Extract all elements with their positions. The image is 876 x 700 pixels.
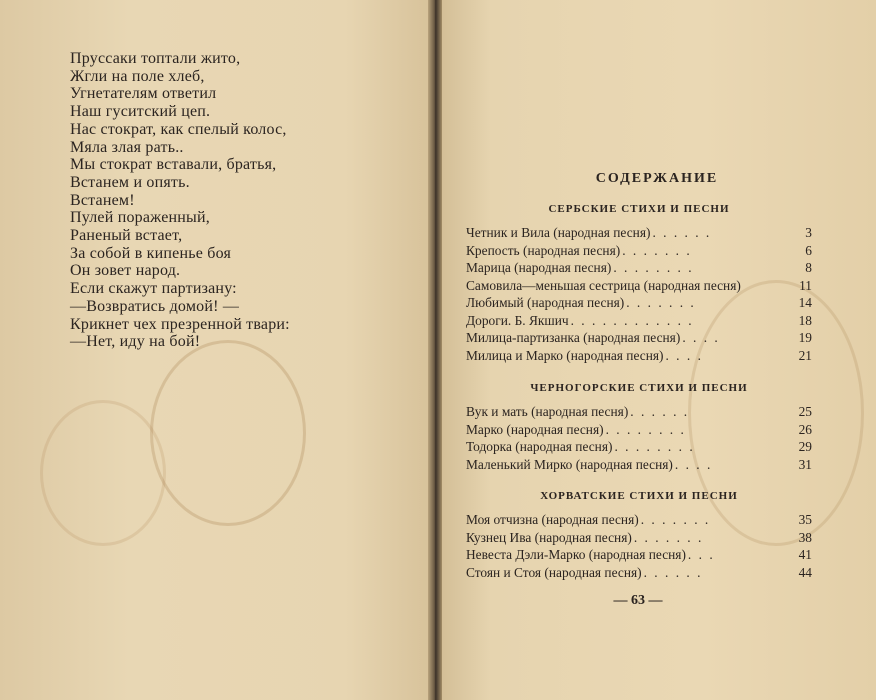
toc-entry-page: 26	[798, 421, 812, 437]
leader-dots: . . . .	[682, 330, 720, 345]
poem-line: Раненый встает,	[70, 227, 183, 245]
poem-line: Мяла злая рать..	[70, 138, 184, 156]
poem-line: Пруссаки топтали жито,	[70, 50, 241, 67]
toc-entry-page: 8	[805, 260, 812, 275]
toc-entry	[466, 511, 812, 529]
toc-entry	[466, 242, 812, 260]
leader-dots: . . . . . .	[643, 564, 703, 580]
toc-entry-title: Любимый (народная песня)	[466, 295, 625, 310]
toc-entry-title: Четник и Вила (народная песня)	[466, 225, 651, 240]
toc-entry-page: 21	[798, 347, 812, 363]
poem-line: Наш гуситский цеп.	[70, 103, 211, 121]
section-heading: ЧЕРНОГОРСКИЕ СТИХИ И ПЕСНИ	[530, 382, 748, 394]
leader-dots: . . . . . . . .	[605, 421, 686, 437]
toc-entry	[466, 403, 812, 421]
toc-entry	[466, 438, 812, 456]
toc-section-croatian	[466, 490, 812, 581]
toc-entry-page: 11	[799, 277, 812, 293]
toc-entry-page: 19	[798, 330, 812, 345]
leader-dots: . . . . . . .	[622, 242, 692, 258]
poem-text	[70, 50, 290, 351]
toc-entry-title: Кузнец Ива (народная песня)	[466, 529, 632, 545]
toc-entry	[466, 277, 812, 295]
toc-entry-title: Стоян и Стоя (народная песня)	[466, 564, 642, 580]
leader-dots: . . . . . .	[630, 404, 690, 419]
toc-entry-title: Невеста Дэли-Марко (народная песня)	[466, 547, 686, 562]
leader-dots: . . . . . . . . . . . .	[570, 312, 694, 328]
toc-entry-page: 14	[798, 295, 812, 310]
leader-dots: . . . .	[674, 456, 713, 472]
leader-dots: . . . . . . .	[626, 295, 696, 310]
toc-entry-title: Моя отчизна (народная песня)	[466, 512, 639, 527]
toc-entry	[466, 224, 812, 242]
toc-entry	[466, 529, 812, 547]
water-stain	[40, 400, 166, 546]
poem-line: За собой в кипенье боя	[70, 244, 232, 262]
section-heading: ХОРВАТСКИЕ СТИХИ И ПЕСНИ	[540, 490, 738, 502]
toc-entry-page: 6	[805, 242, 812, 258]
toc-entry-title: Самовила—меньшая сестрица (народная песня)	[466, 277, 741, 293]
toc-entry-title: Милица и Марко (народная песня)	[466, 347, 664, 363]
toc-entry-title: Милица-партизанка (народная песня)	[466, 330, 681, 345]
toc-entry	[466, 294, 812, 312]
leader-dots: . . . .	[665, 347, 703, 363]
poem-line: Если скажут партизану:	[70, 280, 237, 298]
poem-line: Мы стократ вставали, братья,	[70, 156, 277, 174]
toc-entry-title: Вук и мать (народная песня)	[466, 404, 629, 419]
toc-section-montenegrin	[466, 382, 812, 473]
toc-entry-page: 29	[798, 439, 812, 454]
toc-entry	[466, 347, 812, 365]
toc-entry-page: 25	[798, 404, 812, 419]
toc-entry-title: Крепость (народная песня)	[466, 242, 621, 258]
toc-entry	[466, 456, 812, 474]
poem-line: —Нет, иду на бой!	[70, 333, 201, 351]
poem-line: Он зовет народ.	[70, 262, 181, 280]
leader-dots: . . .	[687, 547, 715, 562]
toc-entry-page: 44	[798, 564, 812, 580]
toc-entry-title: Тодорка (народная песня)	[466, 439, 613, 454]
poem-line: Нас стократ, как спелый колос,	[70, 120, 287, 138]
poem-line: —Возвратись домой! —	[70, 297, 240, 315]
toc-entry	[466, 546, 812, 564]
leader-dots: . . . . . . .	[633, 529, 704, 545]
toc-entry-page: 31	[798, 456, 812, 472]
leader-dots: . . . . . . . .	[614, 439, 695, 454]
toc-entry-page: 41	[798, 547, 812, 562]
poem-line: Жгли на поле хлеб,	[70, 67, 205, 85]
poem-line: Угнетателям ответил	[70, 85, 217, 103]
toc-entry	[466, 312, 812, 330]
leader-dots: . . . . . . . .	[613, 260, 694, 275]
toc-entry-page: 38	[798, 529, 812, 545]
toc-entry	[466, 259, 812, 277]
leader-dots: . . . . . . .	[640, 512, 711, 527]
toc-entry-title: Марко (народная песня)	[466, 421, 604, 437]
toc-section-serbian	[466, 203, 812, 364]
toc-entry	[466, 564, 812, 582]
toc-entry-page: 3	[805, 225, 812, 240]
section-heading: СЕРБСКИЕ СТИХИ И ПЕСНИ	[548, 203, 730, 215]
page-number: — 63 —	[613, 593, 663, 608]
toc-entry-title: Марица (народная песня)	[466, 260, 612, 275]
leader-dots: . . . . . .	[652, 225, 712, 240]
toc-entry-title: Маленький Мирко (народная песня)	[466, 456, 673, 472]
toc-entry-page: 18	[798, 312, 812, 328]
poem-line: Крикнет чех презренной твари:	[70, 315, 290, 333]
contents-title: СОДЕРЖАНИЕ	[595, 171, 719, 186]
toc-entry	[466, 421, 812, 439]
toc-entry	[466, 329, 812, 347]
poem-line: Пулей пораженный,	[70, 209, 210, 227]
toc-entry-page: 35	[798, 512, 812, 527]
poem-line: Встанем!	[70, 191, 135, 209]
water-stain	[150, 340, 306, 526]
toc-entry-title: Дороги. Б. Якшич	[466, 312, 569, 328]
poem-line: Встанем и опять.	[70, 173, 190, 191]
